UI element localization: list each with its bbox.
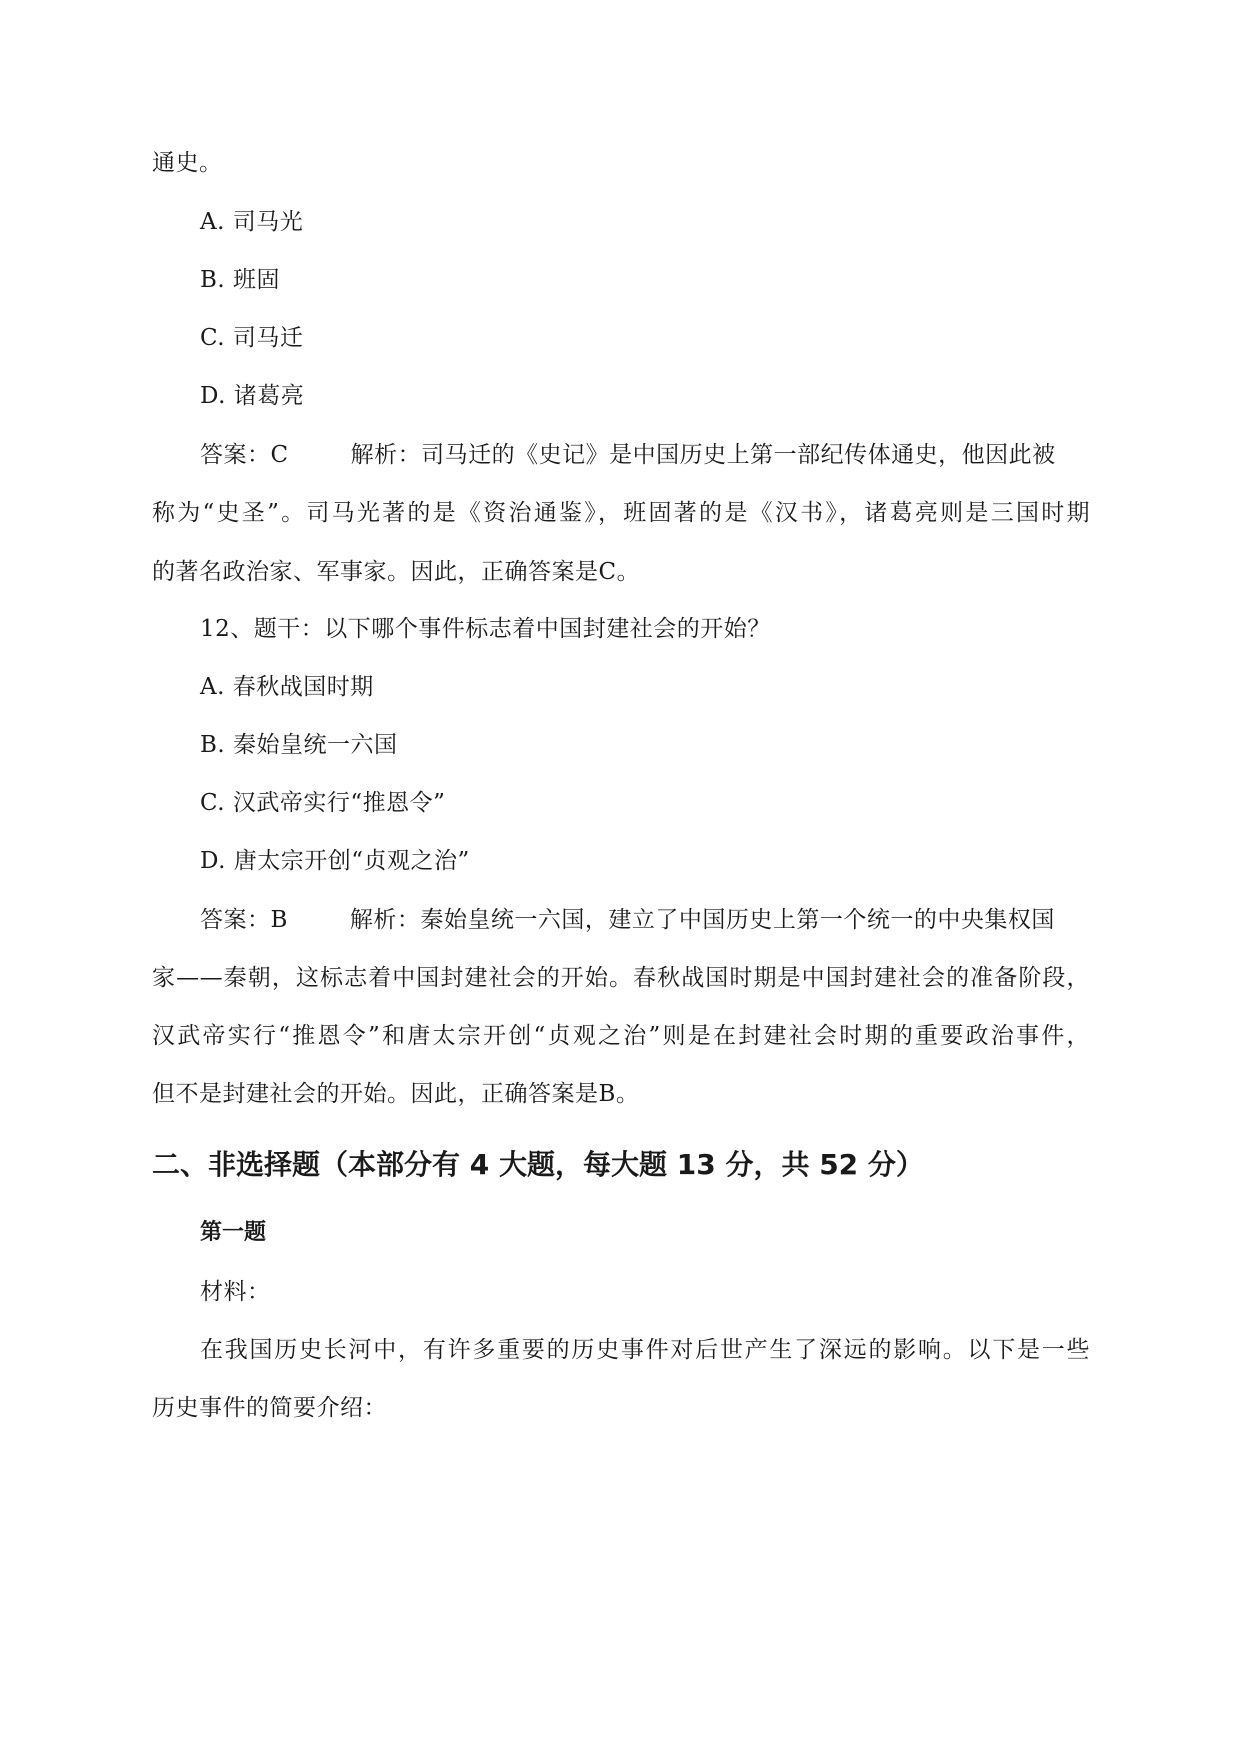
q11-option-d: D. 诸葛亮 (200, 383, 305, 409)
material-line-2: 历史事件的简要介绍： (152, 1395, 387, 1421)
q11-option-b: B. 班固 (200, 267, 281, 293)
question-1-title: 第一题 (200, 1220, 267, 1245)
q11-option-a: A. 司马光 (200, 209, 304, 235)
material-line-1: 在我国历史长河中，有许多重要的历史事件对后世产生了深远的影响。以下是一些 (200, 1337, 1090, 1363)
q11-explanation-line-2: 称为“史圣”。司马光著的是《资治通鉴》，班固著的是《汉书》，诸葛亮则是三国时期 (152, 500, 1090, 526)
q12-option-c: C. 汉武帝实行“推恩令” (200, 790, 446, 816)
q12-answer-line (200, 905, 1055, 935)
q11-explanation-start: 解析：司马迁的《史记》是中国历史上第一部纪传体通史，他因此被 (350, 442, 1056, 468)
q11-option-c: C. 司马迁 (200, 325, 304, 351)
q12-explanation-start: 解析：秦始皇统一六国，建立了中国历史上第一个统一的中央集权国 (349, 907, 1055, 933)
q12-explanation-line-3: 汉武帝实行“推恩令”和唐太宗开创“贞观之治”则是在封建社会时期的重要政治事件， (152, 1023, 1090, 1049)
q11-explanation-line-3: 的著名政治家、军事家。因此，正确答案是C。 (152, 559, 641, 585)
material-label: 材料： (200, 1279, 271, 1305)
q11-answer-label: 答案：C (200, 442, 289, 468)
q11-answer-line (200, 440, 1056, 470)
q11-stem-tail: 通史。 (152, 150, 223, 176)
q12-answer-label: 答案：B (200, 907, 288, 933)
q12-option-a: A. 春秋战国时期 (200, 674, 374, 700)
q12-option-b: B. 秦始皇统一六国 (200, 732, 398, 758)
q12-stem: 12、题干：以下哪个事件标志着中国封建社会的开始？ (200, 616, 771, 642)
q12-explanation-line-4: 但不是封建社会的开始。因此，正确答案是B。 (152, 1081, 640, 1107)
section-2-heading: 二、非选择题（本部分有 4 大题，每大题 13 分，共 52 分） (152, 1148, 924, 1181)
q12-explanation-line-2: 家——秦朝，这标志着中国封建社会的开始。春秋战国时期是中国封建社会的准备阶段， (152, 965, 1090, 991)
q12-option-d: D. 唐太宗开创“贞观之治” (200, 848, 470, 874)
